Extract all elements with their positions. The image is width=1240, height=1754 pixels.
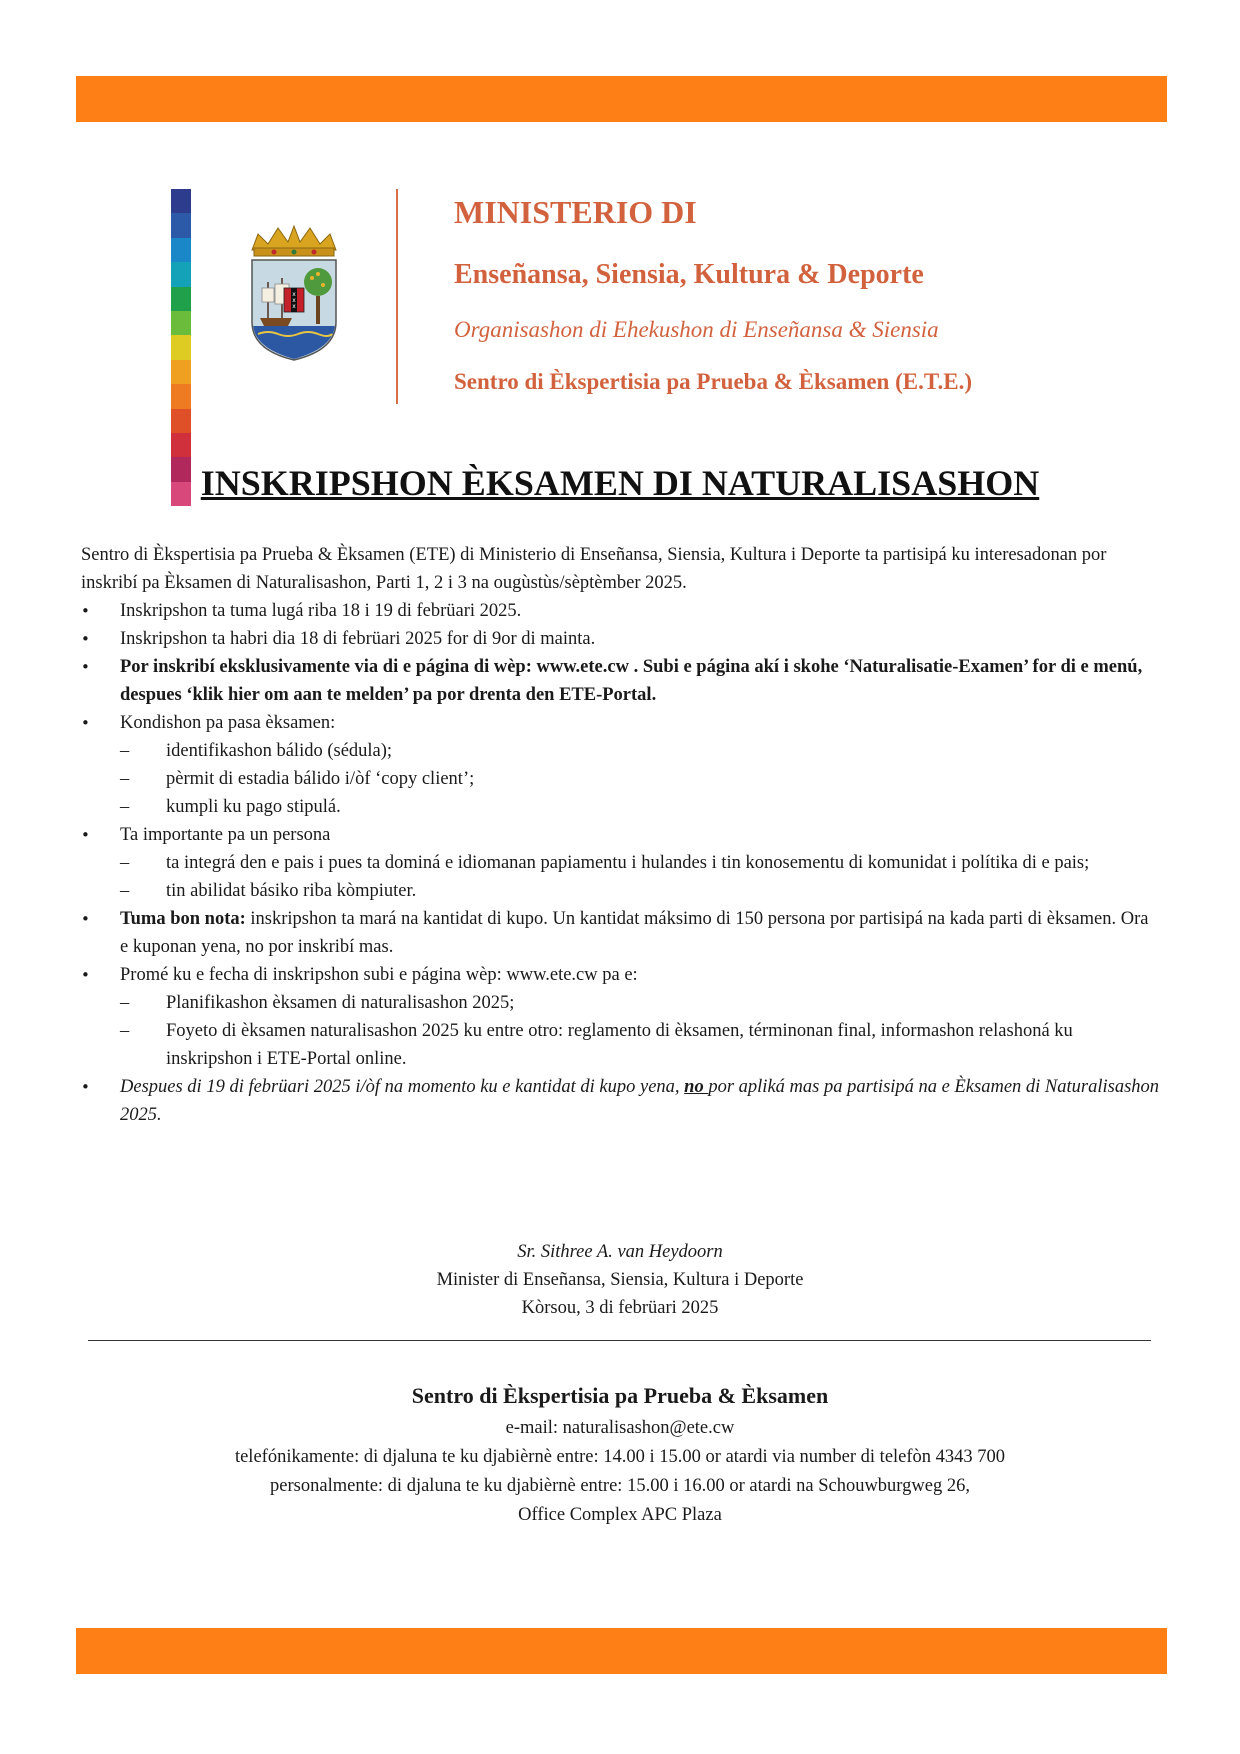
signatory-name: Sr. Sithree A. van Heydoorn (517, 1242, 723, 1262)
header-divider (396, 189, 398, 404)
closing-no: no (684, 1077, 709, 1097)
footer-divider (88, 1340, 1151, 1341)
centre-name: Sentro di Èkspertisia pa Prueba & Èksamen (E.T.E.) (454, 369, 972, 394)
list-item: – tin abilidat básiko riba kòmpiuter. (120, 877, 1161, 905)
website-label: Promé ku e fecha di inskripshon subi e página wèp: www.ete.cw pa e: (120, 965, 638, 985)
list-item (81, 961, 1161, 1073)
list-item: – identifikashon bálido (sédula); (120, 737, 1161, 765)
color-stripe (171, 189, 191, 213)
color-stripe (171, 213, 191, 237)
list-item (81, 709, 1161, 821)
closing-text-start: Despues di 19 di febrüari 2025 i/òf na momento ku e kantidat di kupo yena, (120, 1077, 685, 1097)
footer-address: Office Complex APC Plaza (518, 1505, 722, 1525)
list-item (81, 1073, 1161, 1129)
bottom-accent-bar (76, 1628, 1167, 1674)
list-item: – ta integrá den e pais i pues ta dominá e idiomanan papiamentu i hulandes i tin konosementu di komunidat i polítika di e pais; (120, 849, 1161, 877)
footer-title: Sentro di Èkspertisia pa Prueba & Èksamen (411, 1383, 829, 1408)
signatory-role: Minister di Enseñansa, Siensia, Kultura i Deporte (436, 1270, 804, 1290)
ministry-title: MINISTERIO DI (454, 194, 697, 230)
list-item: – Planifikashon èksamen di naturalisashon 2025; (120, 989, 1161, 1017)
footer-phone: telefónikamente: di djaluna te ku djabièrnè entre: 14.00 i 15.00 or atardi via number di telefòn 4343 700 (234, 1447, 1006, 1467)
svg-text:x: x (292, 303, 296, 310)
important-sublist (120, 849, 1161, 905)
website-sublist (120, 989, 1161, 1073)
list-item (81, 821, 1161, 905)
color-stripe (171, 360, 191, 384)
color-stripe (171, 433, 191, 457)
svg-text:x: x (292, 297, 296, 304)
place-date: Kòrsou, 3 di febrüari 2025 (521, 1298, 719, 1318)
requirements-list (81, 709, 1161, 905)
color-stripe (171, 384, 191, 408)
contact-footer (0, 1378, 1240, 1530)
important-label: Ta importante pa un persona (120, 825, 331, 845)
color-stripe (171, 262, 191, 286)
note-text: inskripshon ta mará na kantidat di kupo. Un kantidat máksimo di 150 persona por partisipá na kada parti di èksamen. Ora e kuponan yena, no por inskribí mas. (120, 909, 1149, 957)
registration-list (81, 597, 1161, 709)
color-stripe (171, 287, 191, 311)
footer-email: e-mail: naturalisashon@ete.cw (505, 1418, 735, 1438)
ministry-name: Enseñansa, Siensia, Kultura & Deporte (454, 259, 924, 290)
list-item: – Foyeto di èksamen naturalisashon 2025 ku entre otro: reglamento di èksamen, términonan final, informashon relashoná ku inskripshon i ETE-Portal online. (120, 1017, 1161, 1073)
top-accent-bar (76, 76, 1167, 122)
conditions-label: Kondishon pa pasa èksamen: (120, 713, 336, 733)
document-title: INSKRIPSHON ÈKSAMEN DI NATURALISASHON (200, 463, 1040, 503)
intro-paragraph: Sentro di Èkspertisia pa Prueba & Èksamen (ETE) di Ministerio di Enseñansa, Siensia, Kultura i Deporte ta partisipá ku interesadonan por inskribí pa Èksamen di Naturalisashon, Parti 1, 2 i 3 na ougùstùs/sèptèmber 2025. (81, 545, 1107, 593)
list-item: • Inskripshon ta habri dia 18 di febrüari 2025 for di 9or di mainta. (81, 625, 1161, 653)
list-item: – pèrmit di estadia bálido i/òf ‘copy client’; (120, 765, 1161, 793)
signature-block (0, 1238, 1240, 1322)
list-item: – kumpli ku pago stipulá. (120, 793, 1161, 821)
svg-text:x: x (292, 291, 296, 298)
color-stripe (171, 238, 191, 262)
notes-list (81, 905, 1161, 1129)
note-label: Tuma bon nota: (120, 909, 246, 929)
closing-text-end: por apliká mas pa partisipá na e Èksamen di Naturalisashon 2025. (120, 1077, 1160, 1125)
color-stripe (171, 311, 191, 335)
list-item (81, 653, 1161, 709)
list-item: • Inskripshon ta tuma lugá riba 18 i 19 di febrüari 2025. (81, 597, 1161, 625)
registration-instruction: Por inskribí eksklusivamente via di e página di wèp: www.ete.cw . Subi e página akí i skohe ‘Naturalisatie-Examen’ for di e menú, despues ‘klik hier om aan te melden’ pa por drenta den ETE-Portal. (120, 657, 1143, 705)
color-stripe-logo (171, 189, 191, 506)
footer-visit: personalmente: di djaluna te ku djabièrnè entre: 15.00 i 16.00 or atardi na Schouwburgweg 26, (270, 1476, 970, 1496)
conditions-sublist (120, 737, 1161, 821)
color-stripe (171, 409, 191, 433)
document-body (81, 541, 1161, 1129)
coat-of-arms-icon (244, 222, 344, 362)
color-stripe (171, 335, 191, 359)
organisation-name: Organisashon di Ehekushon di Enseñansa & Siensia (454, 317, 939, 342)
list-item (81, 905, 1161, 961)
